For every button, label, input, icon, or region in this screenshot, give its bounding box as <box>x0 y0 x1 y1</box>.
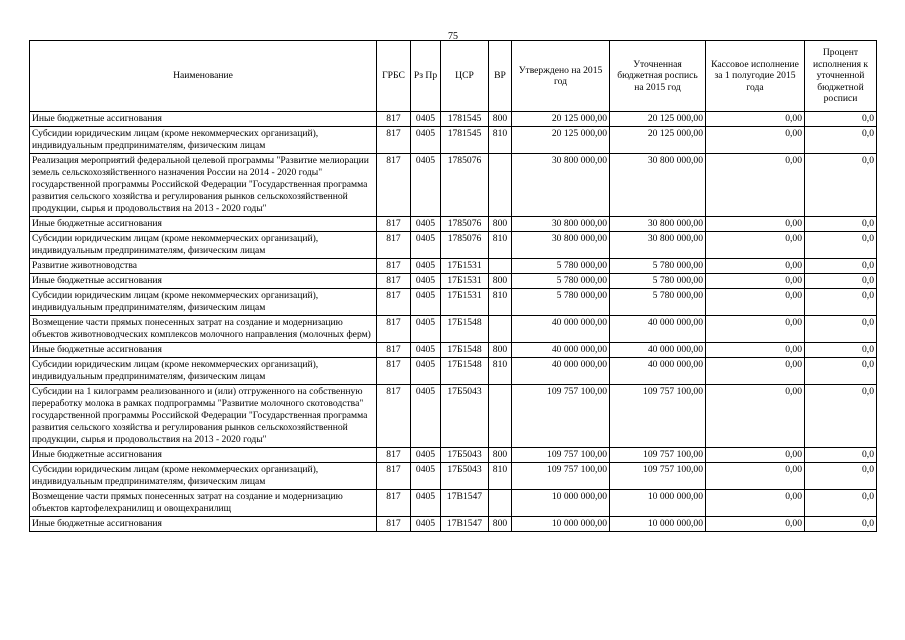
cell-refined: 30 800 000,00 <box>610 217 706 232</box>
cell-rzpr: 0405 <box>411 112 441 127</box>
cell-rzpr: 0405 <box>411 448 441 463</box>
cell-name: Иные бюджетные ассигнования <box>30 343 377 358</box>
cell-vr: 810 <box>489 358 512 385</box>
cell-refined: 109 757 100,00 <box>610 448 706 463</box>
cell-rzpr: 0405 <box>411 385 441 448</box>
cell-name: Иные бюджетные ассигнования <box>30 517 377 532</box>
cell-refined: 20 125 000,00 <box>610 112 706 127</box>
cell-vr: 800 <box>489 517 512 532</box>
cell-refined: 20 125 000,00 <box>610 127 706 154</box>
header-approved: Утверждено на 2015 год <box>512 41 610 112</box>
cell-rzpr: 0405 <box>411 154 441 217</box>
table-row <box>30 463 877 490</box>
cell-grbs: 817 <box>377 517 411 532</box>
cell-csr: 17Б5043 <box>441 448 489 463</box>
cell-cash: 0,00 <box>706 385 805 448</box>
cell-vr: 810 <box>489 232 512 259</box>
cell-approved: 109 757 100,00 <box>512 385 610 448</box>
cell-csr: 1785076 <box>441 217 489 232</box>
cell-approved: 30 800 000,00 <box>512 217 610 232</box>
header-grbs: ГРБС <box>377 41 411 112</box>
cell-name: Возмещение части прямых понесенных затрат на создание и модернизацию объектов животноводческих комплексов молочного направления (молочных ферм) <box>30 316 377 343</box>
cell-percent: 0,0 <box>805 358 877 385</box>
cell-grbs: 817 <box>377 274 411 289</box>
cell-percent: 0,0 <box>805 448 877 463</box>
cell-grbs: 817 <box>377 463 411 490</box>
cell-grbs: 817 <box>377 448 411 463</box>
cell-vr <box>489 316 512 343</box>
cell-approved: 5 780 000,00 <box>512 274 610 289</box>
cell-grbs: 817 <box>377 232 411 259</box>
table-row <box>30 517 877 532</box>
cell-percent: 0,0 <box>805 232 877 259</box>
cell-percent: 0,0 <box>805 112 877 127</box>
cell-rzpr: 0405 <box>411 259 441 274</box>
table-row <box>30 358 877 385</box>
table-body <box>30 112 877 532</box>
budget-table <box>29 40 877 532</box>
cell-cash: 0,00 <box>706 274 805 289</box>
cell-approved: 40 000 000,00 <box>512 316 610 343</box>
cell-name: Субсидии юридическим лицам (кроме некоммерческих организаций), индивидуальным предпринимателям, физическим лицам <box>30 358 377 385</box>
cell-rzpr: 0405 <box>411 127 441 154</box>
cell-cash: 0,00 <box>706 259 805 274</box>
cell-name: Иные бюджетные ассигнования <box>30 112 377 127</box>
header-rzpr: Рз Пр <box>411 41 441 112</box>
cell-grbs: 817 <box>377 259 411 274</box>
cell-cash: 0,00 <box>706 316 805 343</box>
header-row <box>30 41 877 112</box>
cell-refined: 30 800 000,00 <box>610 154 706 217</box>
cell-name: Субсидии на 1 килограмм реализованного и (или) отгруженного на собственную переработку молока в рамках подпрограммы "Развитие молочного скотоводства" государственной программы Российской Федерации "Государственная программа развития сельского хозяйства и регулирования рынков сельскохозяйственной продукции, сырья и продовольствия на 2013 - 2020 годы" <box>30 385 377 448</box>
cell-name: Реализация мероприятий федеральной целевой программы "Развитие мелиорации земель сельскохозяйственного назначения России на 2014 - 2020 годы" государственной программы Российской Федерации "Государственная программа развития сельского хозяйства и регулирования рынков сельскохозяйственной продукции, сырья и продовольствия на 2013 - 2020 годы" <box>30 154 377 217</box>
cell-percent: 0,0 <box>805 289 877 316</box>
cell-approved: 109 757 100,00 <box>512 463 610 490</box>
cell-approved: 40 000 000,00 <box>512 343 610 358</box>
cell-approved: 30 800 000,00 <box>512 154 610 217</box>
cell-name: Субсидии юридическим лицам (кроме некоммерческих организаций), индивидуальным предпринимателям, физическим лицам <box>30 127 377 154</box>
table-row <box>30 490 877 517</box>
cell-percent: 0,0 <box>805 127 877 154</box>
cell-vr <box>489 385 512 448</box>
cell-cash: 0,00 <box>706 490 805 517</box>
cell-approved: 10 000 000,00 <box>512 490 610 517</box>
table-row <box>30 112 877 127</box>
cell-rzpr: 0405 <box>411 490 441 517</box>
header-cash: Кассовое исполнение за 1 полугодие 2015 года <box>706 41 805 112</box>
cell-name: Субсидии юридическим лицам (кроме некоммерческих организаций), индивидуальным предпринимателям, физическим лицам <box>30 463 377 490</box>
cell-percent: 0,0 <box>805 343 877 358</box>
cell-approved: 10 000 000,00 <box>512 517 610 532</box>
cell-csr: 1781545 <box>441 112 489 127</box>
cell-rzpr: 0405 <box>411 289 441 316</box>
cell-refined: 5 780 000,00 <box>610 289 706 316</box>
cell-rzpr: 0405 <box>411 316 441 343</box>
cell-name: Субсидии юридическим лицам (кроме некоммерческих организаций), индивидуальным предпринимателям, физическим лицам <box>30 289 377 316</box>
table-row <box>30 127 877 154</box>
cell-cash: 0,00 <box>706 217 805 232</box>
header-percent: Процент исполнения к уточненной бюджетной росписи <box>805 41 877 112</box>
cell-vr: 810 <box>489 127 512 154</box>
cell-refined: 30 800 000,00 <box>610 232 706 259</box>
cell-vr: 800 <box>489 343 512 358</box>
cell-refined: 40 000 000,00 <box>610 316 706 343</box>
cell-refined: 5 780 000,00 <box>610 259 706 274</box>
cell-csr: 1781545 <box>441 127 489 154</box>
page-number: 75 <box>448 31 458 42</box>
cell-cash: 0,00 <box>706 154 805 217</box>
cell-grbs: 817 <box>377 217 411 232</box>
cell-rzpr: 0405 <box>411 517 441 532</box>
cell-name: Возмещение части прямых понесенных затрат на создание и модернизацию объектов картофелехранилищ и овощехранилищ <box>30 490 377 517</box>
cell-csr: 17Б1548 <box>441 358 489 385</box>
cell-csr: 17Б1531 <box>441 289 489 316</box>
cell-name: Иные бюджетные ассигнования <box>30 448 377 463</box>
table-row <box>30 448 877 463</box>
cell-vr: 800 <box>489 448 512 463</box>
cell-rzpr: 0405 <box>411 343 441 358</box>
cell-percent: 0,0 <box>805 259 877 274</box>
cell-vr: 800 <box>489 217 512 232</box>
cell-cash: 0,00 <box>706 358 805 385</box>
cell-approved: 5 780 000,00 <box>512 259 610 274</box>
table-row <box>30 232 877 259</box>
cell-cash: 0,00 <box>706 127 805 154</box>
cell-refined: 10 000 000,00 <box>610 517 706 532</box>
cell-grbs: 817 <box>377 289 411 316</box>
cell-grbs: 817 <box>377 358 411 385</box>
cell-refined: 40 000 000,00 <box>610 343 706 358</box>
cell-percent: 0,0 <box>805 274 877 289</box>
table-row <box>30 316 877 343</box>
header-refined: Уточненная бюджетная роспись на 2015 год <box>610 41 706 112</box>
cell-csr: 17Б1548 <box>441 316 489 343</box>
cell-vr: 810 <box>489 463 512 490</box>
table-row <box>30 343 877 358</box>
cell-csr: 17Б1531 <box>441 274 489 289</box>
header-vr: ВР <box>489 41 512 112</box>
cell-cash: 0,00 <box>706 289 805 316</box>
cell-grbs: 817 <box>377 385 411 448</box>
cell-grbs: 817 <box>377 343 411 358</box>
cell-rzpr: 0405 <box>411 274 441 289</box>
cell-csr: 17Б1531 <box>441 259 489 274</box>
cell-csr: 1785076 <box>441 154 489 217</box>
cell-csr: 1785076 <box>441 232 489 259</box>
cell-approved: 40 000 000,00 <box>512 358 610 385</box>
cell-vr <box>489 490 512 517</box>
cell-name: Развитие животноводства <box>30 259 377 274</box>
table-row <box>30 289 877 316</box>
cell-refined: 109 757 100,00 <box>610 463 706 490</box>
cell-rzpr: 0405 <box>411 232 441 259</box>
cell-cash: 0,00 <box>706 517 805 532</box>
cell-grbs: 817 <box>377 154 411 217</box>
cell-grbs: 817 <box>377 490 411 517</box>
cell-percent: 0,0 <box>805 316 877 343</box>
cell-vr <box>489 259 512 274</box>
cell-vr: 800 <box>489 274 512 289</box>
cell-name: Субсидии юридическим лицам (кроме некоммерческих организаций), индивидуальным предпринимателям, физическим лицам <box>30 232 377 259</box>
cell-percent: 0,0 <box>805 154 877 217</box>
cell-rzpr: 0405 <box>411 463 441 490</box>
cell-grbs: 817 <box>377 316 411 343</box>
cell-cash: 0,00 <box>706 232 805 259</box>
cell-refined: 40 000 000,00 <box>610 358 706 385</box>
cell-csr: 17В1547 <box>441 490 489 517</box>
table-row <box>30 154 877 217</box>
cell-percent: 0,0 <box>805 517 877 532</box>
cell-refined: 109 757 100,00 <box>610 385 706 448</box>
cell-refined: 10 000 000,00 <box>610 490 706 517</box>
table-row <box>30 385 877 448</box>
cell-percent: 0,0 <box>805 463 877 490</box>
header-name: Наименование <box>30 41 377 112</box>
cell-name: Иные бюджетные ассигнования <box>30 217 377 232</box>
cell-percent: 0,0 <box>805 385 877 448</box>
cell-vr: 800 <box>489 112 512 127</box>
cell-cash: 0,00 <box>706 343 805 358</box>
cell-approved: 109 757 100,00 <box>512 448 610 463</box>
cell-approved: 20 125 000,00 <box>512 127 610 154</box>
cell-cash: 0,00 <box>706 112 805 127</box>
cell-csr: 17Б5043 <box>441 385 489 448</box>
cell-rzpr: 0405 <box>411 358 441 385</box>
cell-percent: 0,0 <box>805 490 877 517</box>
cell-csr: 17Б1548 <box>441 343 489 358</box>
cell-approved: 5 780 000,00 <box>512 289 610 316</box>
cell-csr: 17Б5043 <box>441 463 489 490</box>
cell-percent: 0,0 <box>805 217 877 232</box>
cell-name: Иные бюджетные ассигнования <box>30 274 377 289</box>
cell-cash: 0,00 <box>706 463 805 490</box>
cell-cash: 0,00 <box>706 448 805 463</box>
cell-vr <box>489 154 512 217</box>
cell-grbs: 817 <box>377 127 411 154</box>
table-row <box>30 217 877 232</box>
header-csr: ЦСР <box>441 41 489 112</box>
table-row <box>30 274 877 289</box>
cell-refined: 5 780 000,00 <box>610 274 706 289</box>
table-row <box>30 259 877 274</box>
cell-approved: 30 800 000,00 <box>512 232 610 259</box>
cell-csr: 17В1547 <box>441 517 489 532</box>
cell-grbs: 817 <box>377 112 411 127</box>
cell-approved: 20 125 000,00 <box>512 112 610 127</box>
cell-vr: 810 <box>489 289 512 316</box>
cell-rzpr: 0405 <box>411 217 441 232</box>
